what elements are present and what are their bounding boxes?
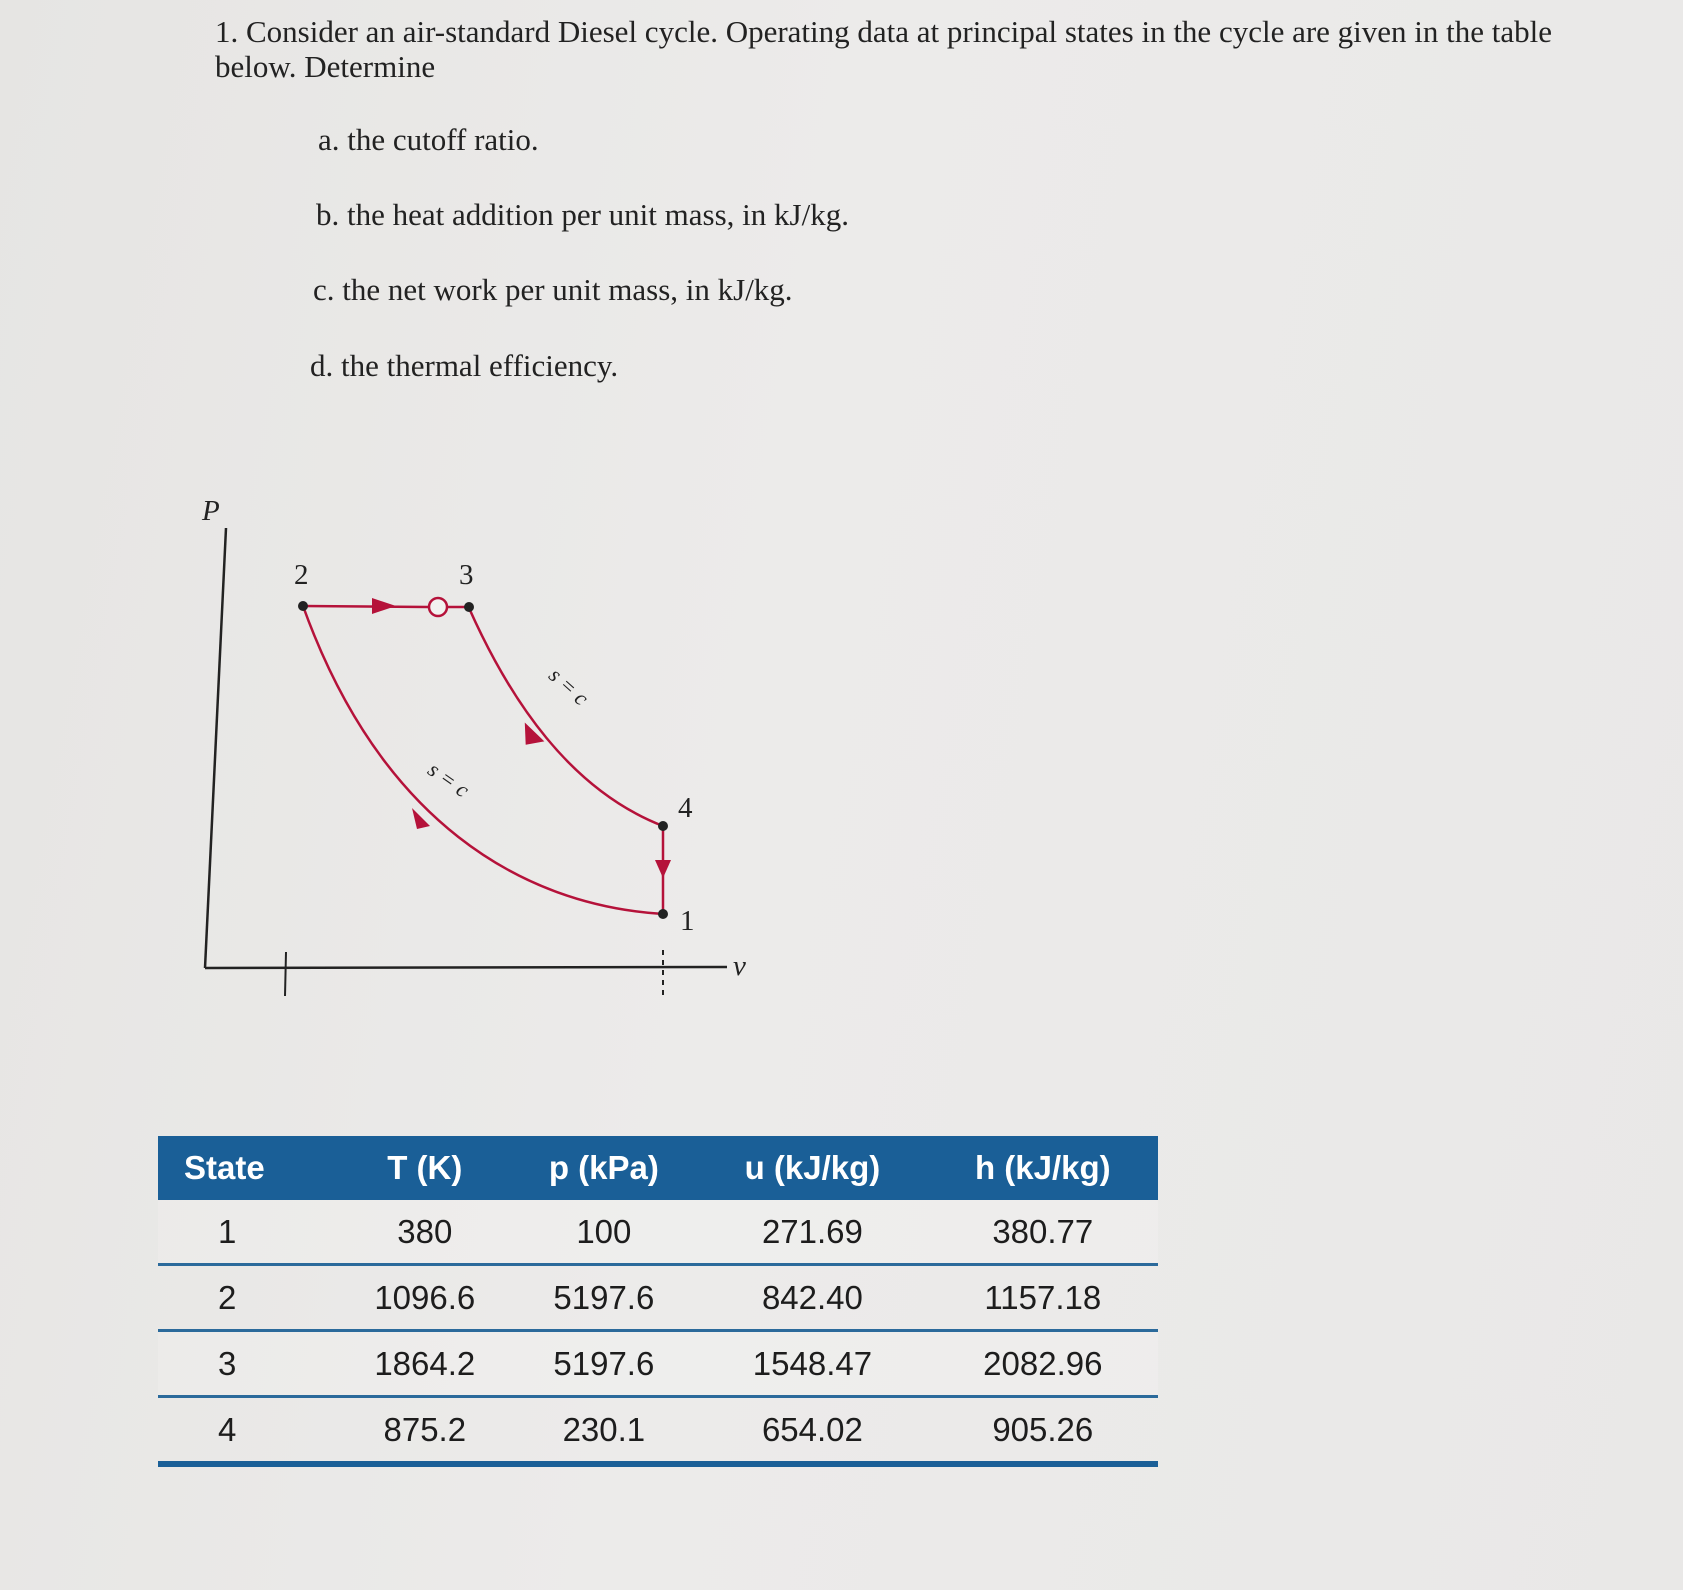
cell-pressure: 100: [510, 1200, 697, 1265]
cell-state: 3: [158, 1331, 339, 1397]
x-tick-state-2: [285, 952, 286, 996]
cell-temperature: 380: [339, 1200, 510, 1265]
header-pressure: p (kPa): [510, 1136, 697, 1200]
part-d: d. the thermal efficiency.: [310, 348, 619, 383]
state-data-table: [158, 1136, 1158, 1467]
table-row: [158, 1200, 1158, 1265]
header-enthalpy: h (kJ/kg): [928, 1136, 1158, 1200]
cell-enthalpy: 1157.18: [928, 1265, 1158, 1331]
x-axis-label: v: [733, 950, 746, 982]
cell-state: 4: [158, 1397, 339, 1465]
problem-statement: 1. Consider an air-standard Diesel cycle. Operating data at principal states in the cycle are given in the table below. Determine: [215, 14, 1553, 84]
header-internal-energy: u (kJ/kg): [697, 1136, 927, 1200]
arrow-2-3: [372, 598, 396, 614]
state-label-3: 3: [459, 559, 474, 591]
table-row: [158, 1331, 1158, 1397]
process-label-1-2: s = c: [423, 756, 475, 803]
process-2-3: [303, 606, 428, 607]
state-point-2: [298, 601, 308, 611]
y-axis: [205, 528, 226, 968]
open-marker: [429, 598, 447, 616]
process-1-2: [303, 606, 663, 914]
state-label-1: 1: [680, 905, 695, 937]
cell-temperature: 875.2: [339, 1397, 510, 1465]
state-label-4: 4: [678, 792, 693, 824]
state-label-2: 2: [294, 559, 309, 591]
cell-temperature: 1096.6: [339, 1265, 510, 1331]
state-point-3: [464, 602, 474, 612]
cell-enthalpy: 2082.96: [928, 1331, 1158, 1397]
cell-internal-energy: 271.69: [697, 1200, 927, 1265]
header-temperature: T (K): [339, 1136, 510, 1200]
y-axis-label: P: [202, 495, 220, 527]
cell-enthalpy: 380.77: [928, 1200, 1158, 1265]
header-state: State: [158, 1136, 339, 1200]
part-b: b. the heat addition per unit mass, in kJ/kg.: [316, 197, 849, 232]
cell-internal-energy: 1548.47: [697, 1331, 927, 1397]
cell-state: 2: [158, 1265, 339, 1331]
process-label-3-4: s = c: [544, 662, 594, 711]
cell-pressure: 5197.6: [510, 1331, 697, 1397]
table-row: [158, 1397, 1158, 1465]
part-c: c. the net work per unit mass, in kJ/kg.: [313, 272, 793, 307]
part-a: a. the cutoff ratio.: [318, 122, 539, 157]
cell-pressure: 5197.6: [510, 1265, 697, 1331]
cell-enthalpy: 905.26: [928, 1397, 1158, 1465]
state-point-1: [658, 909, 668, 919]
x-axis: [205, 967, 727, 968]
cell-state: 1: [158, 1200, 339, 1265]
table-row: [158, 1265, 1158, 1331]
arrow-4-1: [655, 860, 671, 878]
cell-pressure: 230.1: [510, 1397, 697, 1465]
cell-temperature: 1864.2: [339, 1331, 510, 1397]
cell-internal-energy: 654.02: [697, 1397, 927, 1465]
state-point-4: [658, 821, 668, 831]
cell-internal-energy: 842.40: [697, 1265, 927, 1331]
process-3-4: [469, 608, 663, 826]
table-header-row: [158, 1136, 1158, 1200]
